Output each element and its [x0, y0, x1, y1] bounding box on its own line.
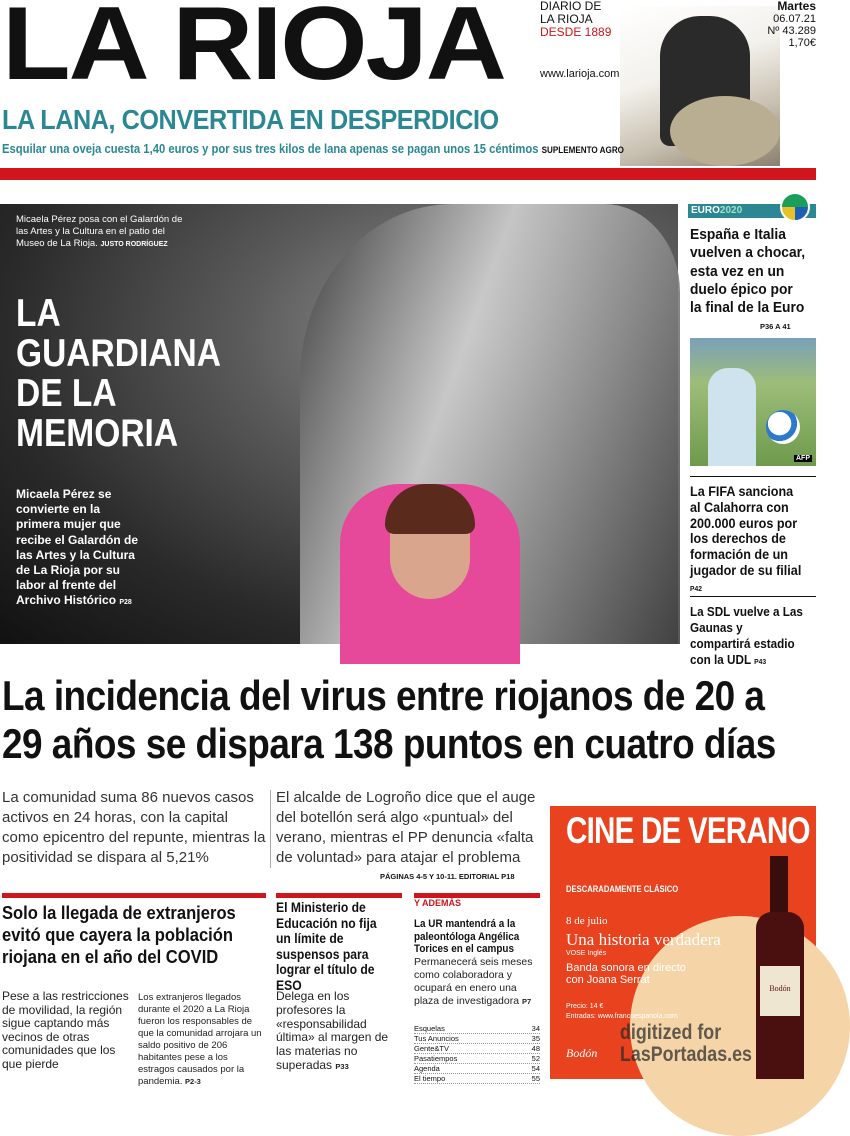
- soccer-photo-credit: AFP: [796, 455, 810, 462]
- masthead-red-bar: [0, 168, 816, 180]
- story1-deck: Pese a las restricciones de movilidad, la región sigue captando más vecinos de otras comunidades que los que pierde: [2, 989, 129, 1071]
- hero-photo-credit: JUSTO RODRÍGUEZ: [100, 241, 168, 248]
- ademas-headline[interactable]: La UR mantendrá a la paleontóloga Angélica Torices en el campus: [414, 918, 520, 955]
- story1-page-ref: P2-3: [185, 1077, 201, 1086]
- index-row[interactable]: [414, 1044, 540, 1054]
- story1-headline[interactable]: Solo la llegada de extranjeros evitó que cayera la población riojana en el año del COVID: [2, 903, 236, 967]
- story2-page-ref: P33: [335, 1061, 349, 1071]
- euro-page-ref: P36 A 41: [760, 322, 791, 331]
- masthead-issue: Nº 43.289: [767, 25, 816, 37]
- ad-music: [566, 962, 686, 986]
- sdl-headline-text: La SDL vuelve a Las Gaunas y compartirá estadio con la UDL: [690, 604, 803, 667]
- right-column-divider: [690, 596, 816, 597]
- index-name: Agenda: [414, 1064, 440, 1073]
- ad-music-line1: Banda sonora en directo: [566, 962, 686, 974]
- lead-headline[interactable]: LA LANA, CONVERTIDA EN DESPERDICIO: [2, 104, 499, 135]
- ad-tickets[interactable]: Entradas: www.francoespanola.com: [566, 1013, 678, 1020]
- ad-subtitle: DESCARADAMENTE CLÁSICO: [566, 884, 679, 894]
- ademas-body-text: Permanecerá seis meses como colaboradora y ocupará en enero una plaza de investigadora: [414, 956, 533, 1007]
- masthead-date: 06.07.21: [773, 13, 816, 25]
- soccer-ball-icon: [766, 410, 800, 444]
- masthead-price: 1,70€: [788, 37, 816, 49]
- index-name: Tus Anuncios: [414, 1034, 459, 1043]
- main-pages-ref: PÁGINAS 4-5 Y 10-11. EDITORIAL P18: [380, 872, 515, 881]
- ad-date: 8 de julio: [566, 915, 608, 927]
- supplement-label: SUPLEMENTO AGRO: [541, 145, 624, 155]
- index-row[interactable]: [414, 1074, 540, 1084]
- ad-price-info: [566, 1002, 678, 1022]
- hero-title-line: MEMORIA: [16, 412, 179, 455]
- hero-title-line: GUARDIANA: [16, 332, 221, 375]
- ad-brand: Bodón: [566, 1046, 598, 1060]
- index-page: 48: [531, 1044, 540, 1053]
- lead-subhead: [2, 142, 624, 156]
- masthead-diario-line2: LA RIOJA: [540, 12, 593, 26]
- masthead-info: [540, 0, 611, 39]
- sheep-figure: [670, 96, 780, 166]
- ad-music-line2: con Joana Serrat: [566, 974, 650, 986]
- digitized-watermark: [620, 1022, 752, 1066]
- ad-title: CINE DE VERANO: [566, 810, 810, 851]
- fifa-headline-text: La FIFA sanciona al Calahorra con 200.000 euros por los derechos de formación de un jugador de su filial: [690, 483, 802, 578]
- lead-subhead-text: Esquilar una oveja cuesta 1,40 euros y por sus tres kilos de lana apenas se pagan unos 15 céntimos: [2, 142, 539, 156]
- wine-bottle: [752, 856, 808, 1079]
- index-name: Gente&TV: [414, 1044, 450, 1053]
- masthead-website[interactable]: www.larioja.com: [540, 68, 620, 80]
- fifa-headline[interactable]: [690, 484, 803, 597]
- index-name: El tiempo: [414, 1074, 446, 1083]
- index-page: 34: [531, 1024, 540, 1033]
- story2-body: [276, 990, 402, 1074]
- fifa-page-ref: P42: [690, 583, 703, 593]
- main-deck-left: La comunidad suma 86 nuevos casos activos en 24 horas, con la capital como epicentro del repunte, mientras la positividad se dispara al 5,21%: [2, 789, 266, 866]
- hero-summary-text: Micaela Pérez se convierte en la primera mujer que recibe el Galardón de las Artes y la Cultura de La Rioja por su labor al frente del Archivo Histórico: [16, 487, 139, 608]
- right-column-divider: [690, 476, 816, 477]
- index-row[interactable]: [414, 1024, 540, 1034]
- newspaper-logo: LA RIOJA: [2, 0, 505, 102]
- sdl-page-ref: P43: [754, 657, 767, 666]
- main-deck-right: El alcalde de Logroño dice que el auge del botellón será algo «puntual» del verano, mientras el PP denuncia «falta de voluntad» para atajar el problema: [276, 789, 536, 866]
- section-index: [414, 1024, 540, 1084]
- hero-page-ref: P28: [119, 599, 132, 607]
- hero-title-line: LA: [16, 292, 61, 335]
- hero-caption-text: Micaela Pérez posa con el Galardón de las Artes y la Cultura en el patio del Museo de La Rioja.: [16, 214, 183, 249]
- watermark-line2: LasPortadas.es: [620, 1043, 752, 1066]
- ad-price: Precio: 14 €: [566, 1003, 604, 1010]
- hero-title-line: DE LA: [16, 372, 117, 415]
- story2-red-rule: [276, 893, 402, 898]
- hero-photo-caption: [16, 214, 196, 251]
- euro2020-trophy-icon: [780, 192, 810, 222]
- euro-label: EURO: [691, 205, 720, 216]
- main-headline-line1: La incidencia del virus entre riojanos de 20 a: [2, 672, 765, 719]
- masthead-since: DESDE 1889: [540, 25, 612, 39]
- index-page: 52: [531, 1054, 540, 1063]
- index-page: 35: [531, 1034, 540, 1043]
- story1-body-text: Los extranjeros llegados durante el 2020 a La Rioja fueron los responsables de que la comunidad arrojara un saldo positivo de 206 habitantes pese a los estragos causados por la pandemia.: [138, 992, 262, 1087]
- euro-headline[interactable]: España e Italia vuelven a chocar, esta vez en un duelo épico por la final de la Euro: [690, 226, 806, 317]
- ad-vose: VOSE Inglés: [566, 950, 607, 957]
- story2-headline[interactable]: El Ministerio de Educación no fija un límite de suspensos para lograr el título de ESO: [276, 900, 377, 993]
- index-row[interactable]: [414, 1064, 540, 1074]
- index-row[interactable]: [414, 1054, 540, 1064]
- deck-divider: [270, 790, 271, 868]
- watermark-line1: digitized for: [620, 1021, 722, 1044]
- hero-title[interactable]: [16, 294, 221, 454]
- main-headline[interactable]: [2, 672, 776, 768]
- soccer-training-photo[interactable]: [690, 338, 816, 466]
- masthead-weekday: Martes: [777, 0, 816, 13]
- bottle-neck: [770, 856, 788, 916]
- sdl-headline[interactable]: [690, 604, 803, 670]
- index-name: Pasatiempos: [414, 1054, 458, 1063]
- main-headline-line2: 29 años se dispara 138 puntos en cuatro días: [2, 720, 776, 767]
- euro-year: 2020: [719, 205, 743, 216]
- bottle-label: Bodón: [760, 966, 800, 1016]
- index-page: 55: [531, 1074, 540, 1083]
- story2-body-text: Delega en los profesores la «responsabilidad última» al margen de las materias no superadas: [276, 989, 389, 1072]
- ademas-label: Y ADEMÁS: [414, 898, 462, 908]
- index-name: Esquelas: [414, 1024, 445, 1033]
- player-figure: [708, 368, 756, 466]
- story1-red-rule: [2, 893, 266, 898]
- ademas-body: [414, 956, 538, 1008]
- index-page: 54: [531, 1064, 540, 1073]
- hero-summary: [16, 487, 146, 611]
- masthead-diario-line1: DIARIO DE: [540, 0, 602, 13]
- ademas-page-ref: P7: [522, 997, 532, 1006]
- index-row[interactable]: [414, 1034, 540, 1044]
- masthead-date-block: [744, 0, 816, 49]
- ad-film-title: Una historia verdadera: [566, 930, 721, 949]
- story1-body: [138, 992, 266, 1088]
